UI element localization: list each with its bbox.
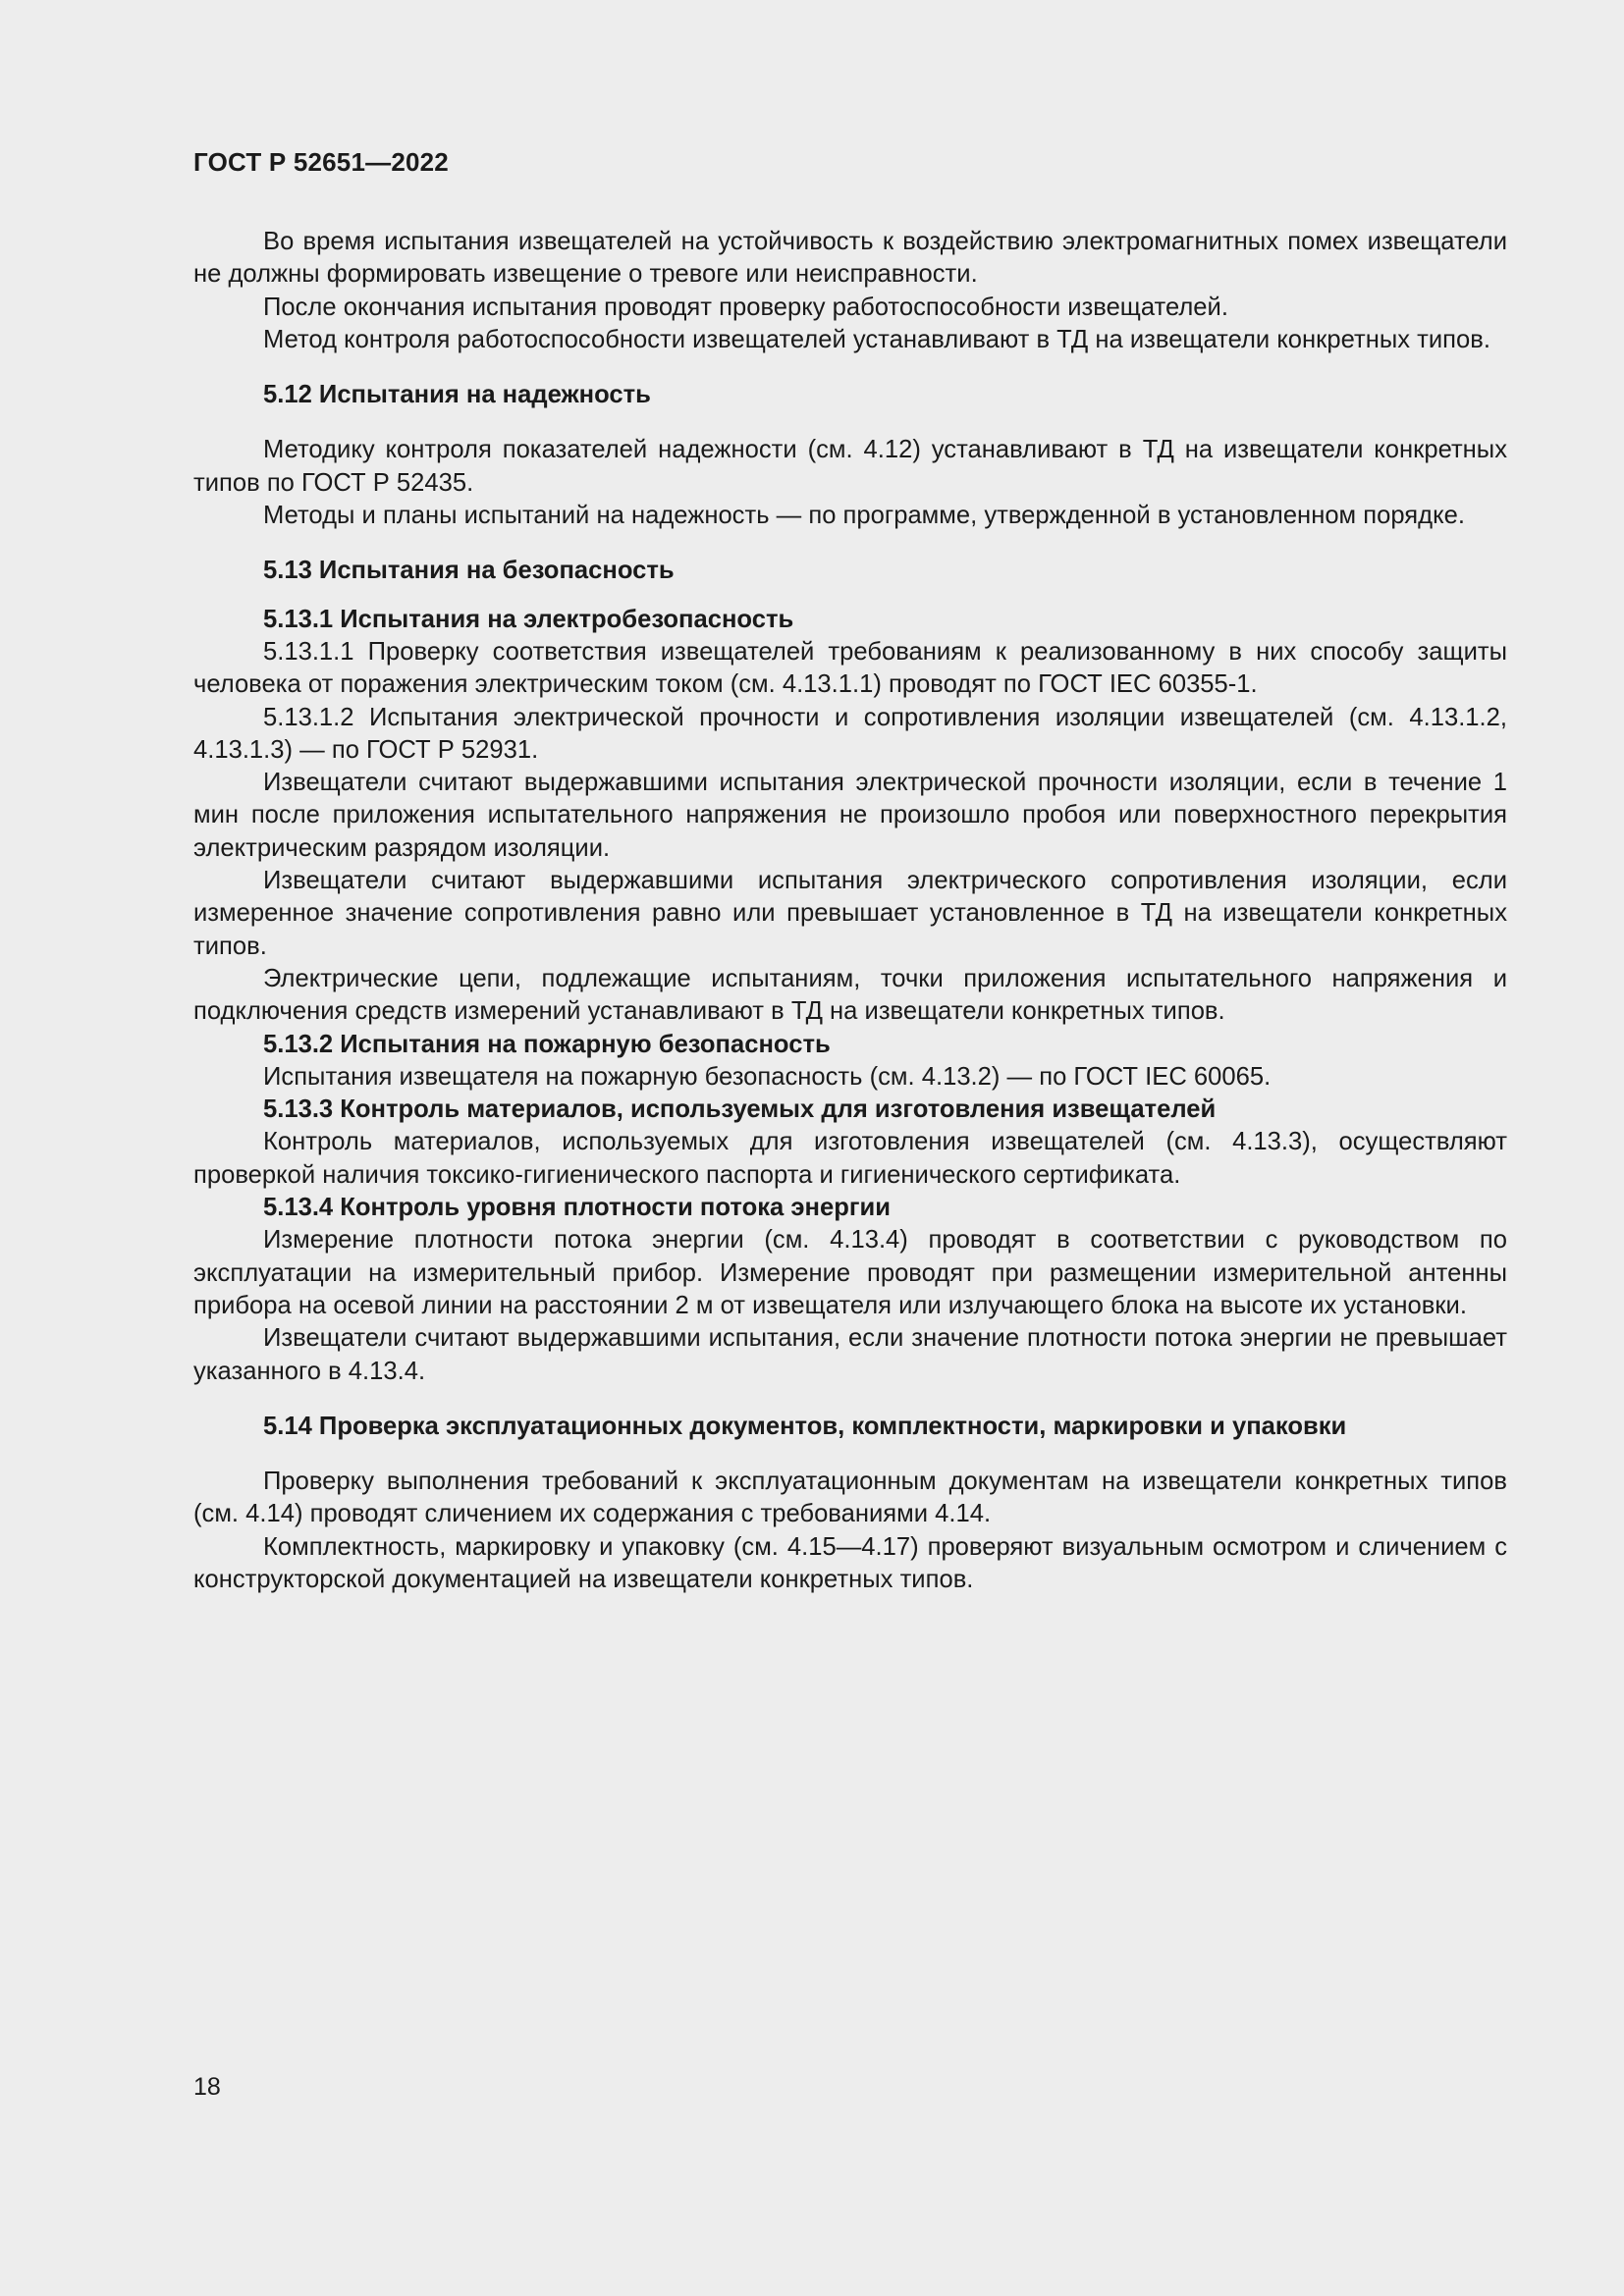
document-header: ГОСТ Р 52651—2022 — [193, 147, 449, 177]
paragraph: Во время испытания извещателей на устойчивость к воздействию электромагнитных помех извещатели не должны формировать извещение о тревоге или неисправности. — [193, 228, 1507, 289]
paragraph: Комплектность, маркировку и упаковку (см. 4.15—4.17) проверяют визуальным осмотром и сличением с конструкторской документацией на извещатели конкретных типов. — [193, 1532, 1507, 1593]
paragraph: Метод контроля работоспособности извещателей устанавливают в ТД на извещатели конкретных типов. — [263, 325, 1490, 353]
subsection-heading-5-13-1: 5.13.1 Испытания на электробезопасность — [263, 605, 794, 633]
document-body — [193, 226, 1507, 1596]
paragraph: Извещатели считают выдержавшими испытания электрического сопротивления изоляции, если измеренное значение сопротивления равно или превышает установленное в ТД на извещатели конкретных типов. — [193, 867, 1507, 960]
section-heading-5-14: 5.14 Проверка эксплуатационных документов, комплектности, маркировки и упаковки — [263, 1412, 1347, 1440]
section-heading-5-12: 5.12 Испытания на надежность — [263, 381, 651, 409]
paragraph: Методику контроля показателей надежности (см. 4.12) устанавливают в ТД на извещатели конкретных типов по ГОСТ Р 52435. — [193, 436, 1507, 497]
paragraph: 5.13.1.2 Испытания электрической прочности и сопротивления изоляции извещателей (см. 4.13.1.2, 4.13.1.3) — по ГОСТ Р 52931. — [193, 703, 1507, 764]
subsection-heading-5-13-3: 5.13.3 Контроль материалов, используемых для изготовления извещателей — [263, 1095, 1217, 1124]
subsection-heading-5-13-2: 5.13.2 Испытания на пожарную безопасность — [263, 1030, 831, 1058]
paragraph: Проверку выполнения требований к эксплуатационным документам на извещатели конкретных типов (см. 4.14) проводят сличением их содержания с требованиями 4.14. — [193, 1468, 1507, 1528]
paragraph: После окончания испытания проводят проверку работоспособности извещателей. — [263, 293, 1228, 321]
subsection-heading-5-13-4: 5.13.4 Контроль уровня плотности потока энергии — [263, 1194, 891, 1222]
paragraph: 5.13.1.1 Проверку соответствия извещателей требованиям к реализованному в них способу защиты человека от поражения электрическим током (см. 4.13.1.1) проводят по ГОСТ IEC 60355-1. — [193, 637, 1507, 699]
page-number: 18 — [193, 2073, 221, 2101]
paragraph: Измерение плотности потока энергии (см. 4.13.4) проводят в соответствии с руководством по эксплуатации на измерительный прибор. Измерение проводят при размещении измерительной антенны прибора на осевой линии на расстоянии 2 м от извещателя или излучающего блока на высоте их установки. — [193, 1226, 1507, 1319]
paragraph: Извещатели считают выдержавшими испытания электрической прочности изоляции, если в течение 1 мин после приложения испытательного напряжения не произошло пробоя или поверхностного перекрытия электрическим разрядом изоляции. — [193, 769, 1507, 862]
section-heading-5-13: 5.13 Испытания на безопасность — [263, 557, 675, 585]
paragraph: Электрические цепи, подлежащие испытаниям, точки приложения испытательного напряжения и подключения средств измерений устанавливают в ТД на извещатели конкретных типов. — [193, 964, 1507, 1026]
paragraph: Испытания извещателя на пожарную безопасность (см. 4.13.2) — по ГОСТ IEC 60065. — [263, 1062, 1272, 1091]
paragraph: Контроль материалов, используемых для изготовления извещателей (см. 4.13.3), осуществляют проверкой наличия токсико-гигиенического паспорта и гигиенического сертификата. — [193, 1128, 1507, 1189]
paragraph: Извещатели считают выдержавшими испытания, если значение плотности потока энергии не превышает указанного в 4.13.4. — [193, 1324, 1507, 1385]
paragraph: Методы и планы испытаний на надежность — по программе, утвержденной в установленном порядке. — [263, 502, 1465, 530]
